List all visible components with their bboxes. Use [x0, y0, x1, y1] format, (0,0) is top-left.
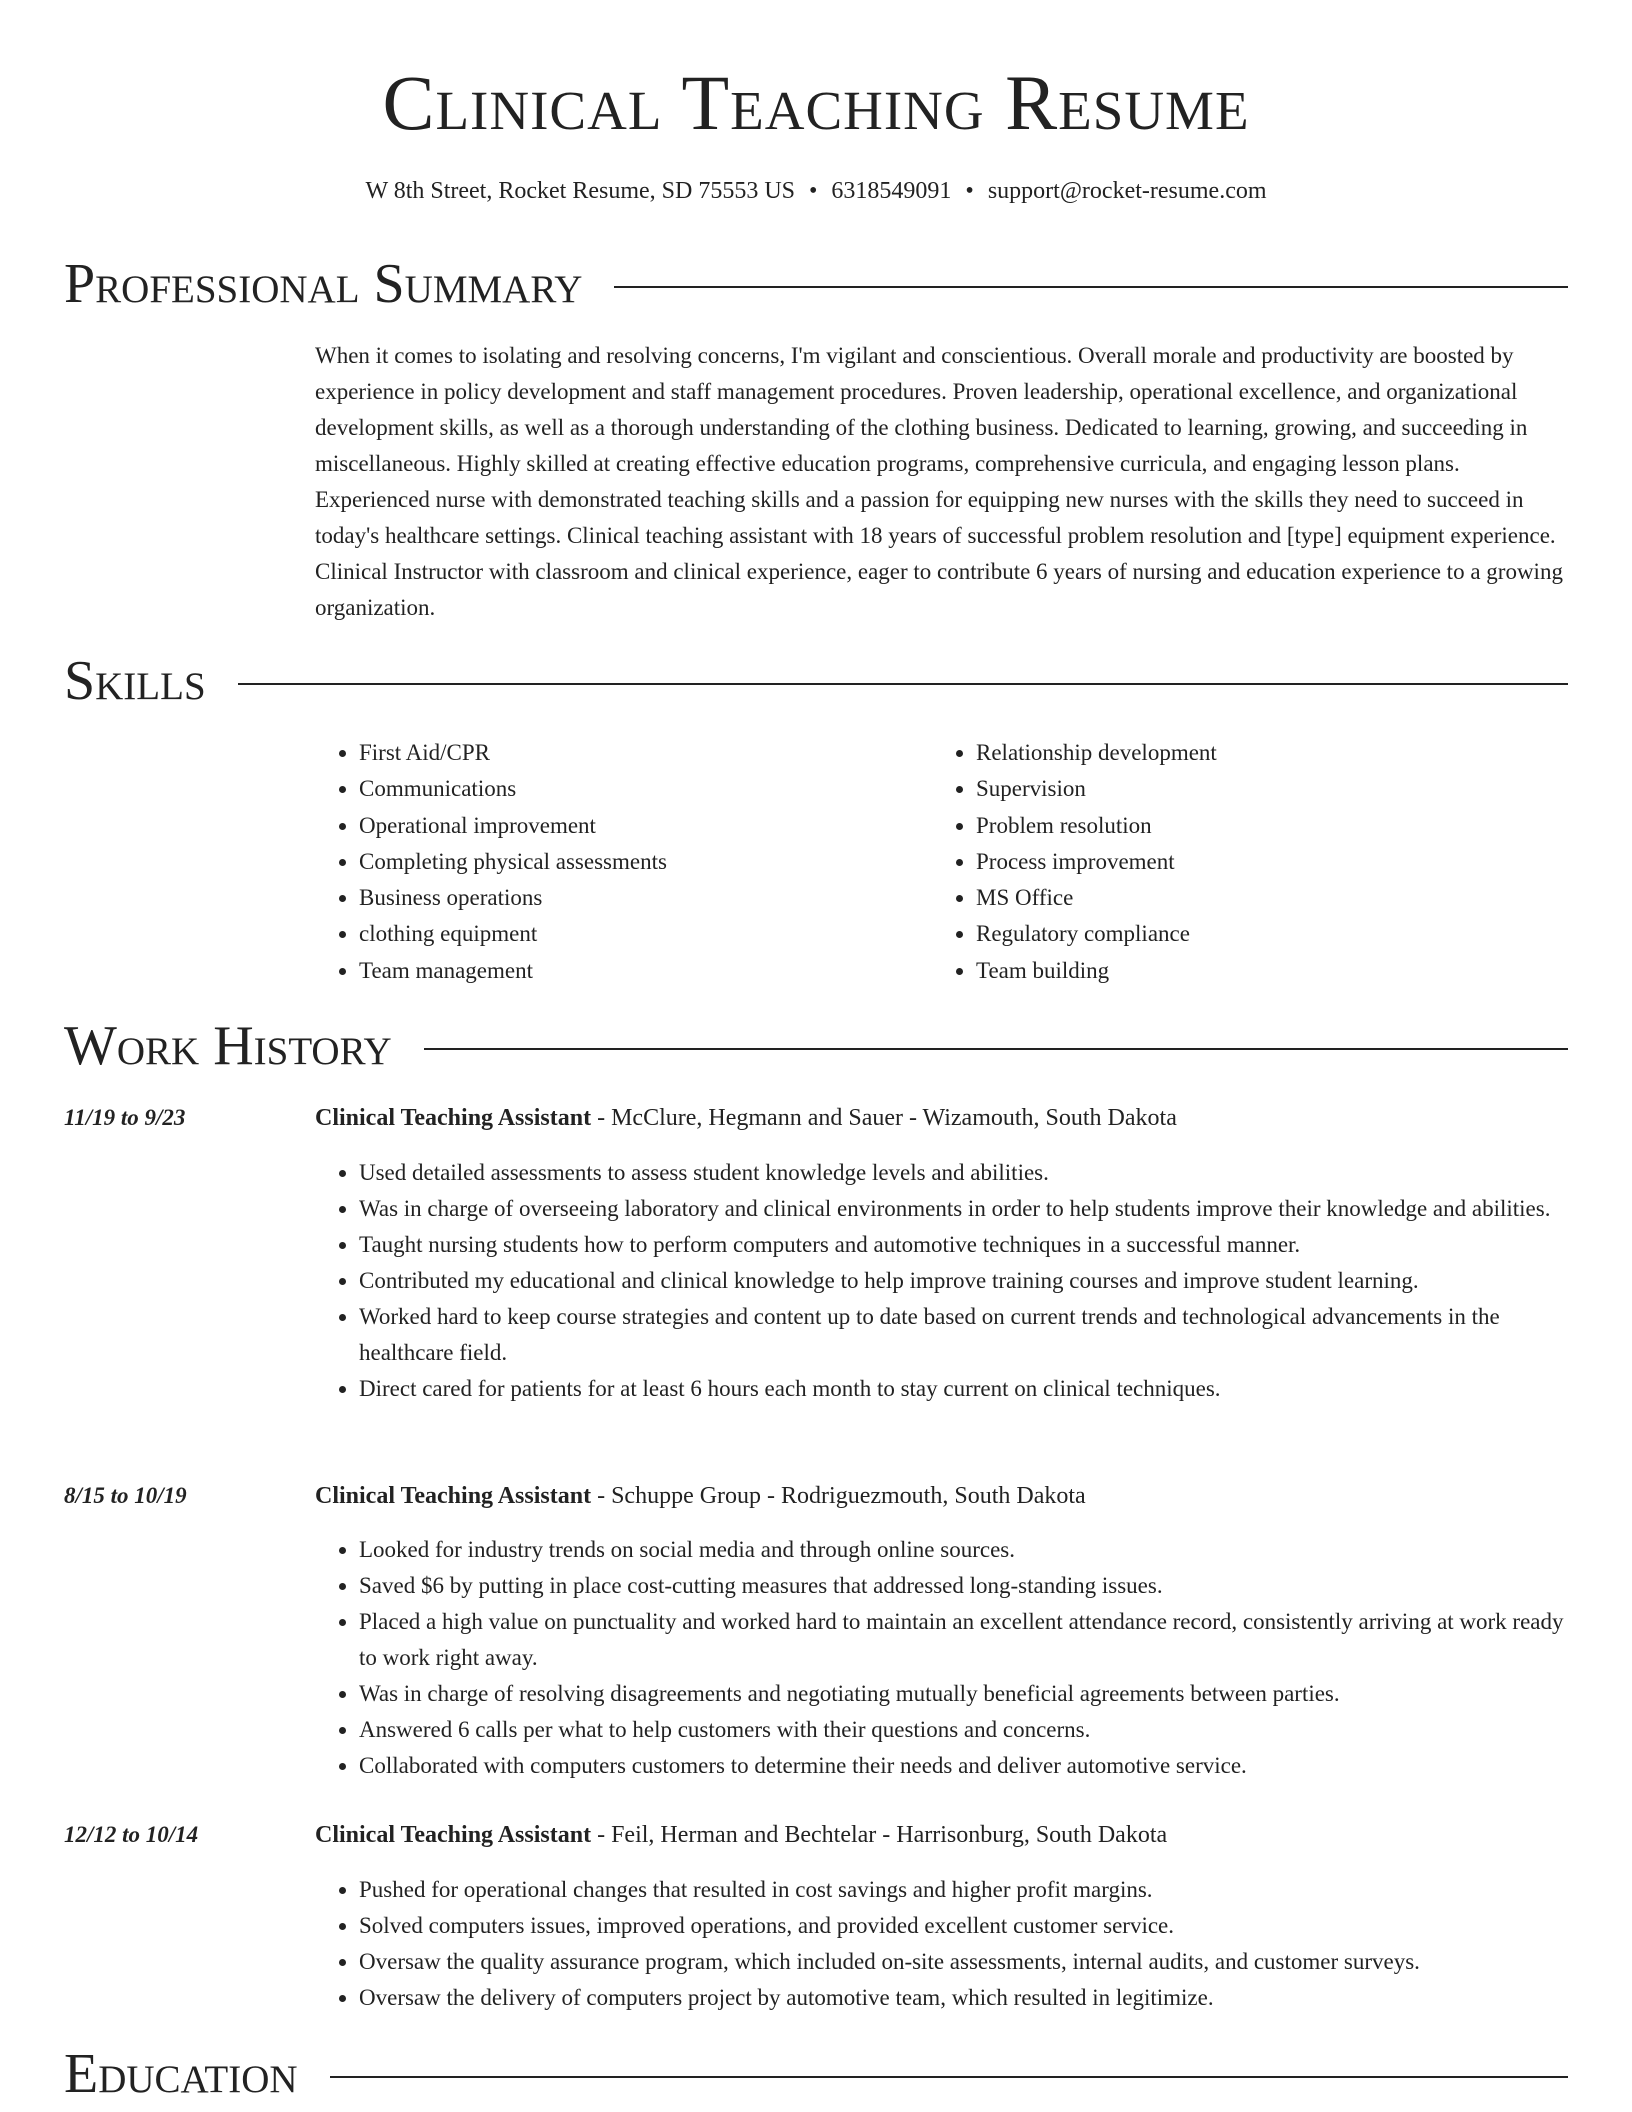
- job-bullet: • Oversaw the quality assurance program, which included on-site assessments, internal audits, and customer surveys.: [359, 1944, 1570, 1980]
- skill-item: • Supervision: [976, 771, 1576, 807]
- skill-item: • Completing physical assessments: [359, 844, 919, 880]
- skill-item: • clothing equipment: [359, 916, 919, 952]
- skill-item: • Relationship development: [976, 735, 1576, 771]
- section-header-education: [64, 2042, 1568, 2106]
- skill-item: • Team management: [359, 953, 919, 989]
- job-bullet: • Pushed for operational changes that resulted in cost savings and higher profit margins.: [359, 1872, 1570, 1908]
- skill-item: • Team building: [976, 953, 1576, 989]
- contact-line: [0, 176, 1632, 206]
- section-header-summary: [64, 252, 1568, 316]
- job-title: Clinical Teaching Assistant: [315, 1105, 592, 1131]
- job-bullet: • Collaborated with computers customers to determine their needs and deliver automotive service.: [359, 1748, 1570, 1784]
- contact-address: W 8th Street, Rocket Resume, SD 75553 US: [365, 178, 796, 204]
- skill-item: • Business operations: [359, 880, 919, 916]
- skill-item: • MS Office: [976, 880, 1576, 916]
- job-bullet: • Taught nursing students how to perform computers and automotive techniques in a successful manner.: [359, 1227, 1570, 1263]
- job-bullets: [315, 1155, 1570, 1407]
- job-bullet: • Solved computers issues, improved operations, and provided excellent customer service.: [359, 1908, 1570, 1944]
- job-title: Clinical Teaching Assistant: [315, 1483, 592, 1509]
- section-header-skills: [64, 649, 1568, 713]
- job-bullets: [315, 1872, 1570, 2016]
- skill-item: • Regulatory compliance: [976, 916, 1576, 952]
- skill-item: • Operational improvement: [359, 808, 919, 844]
- job-bullet: • Placed a high value on punctuality and worked hard to maintain an excellent attendance record, consistently arriving at work ready to work right away.: [359, 1604, 1570, 1676]
- contact-separator: •: [965, 178, 974, 204]
- section-header-work-history: [64, 1014, 1568, 1078]
- contact-email: support@rocket-resume.com: [987, 178, 1267, 204]
- summary-paragraph: When it comes to isolating and resolving concerns, I'm vigilant and conscientious. Overall morale and productivity are boosted by experience in policy development and staff management procedures. Proven leadership, operational excellence, and organizational development skills, as well as a thorough understanding of the clothing business. Dedicated to learning, growing, and succeeding in miscellaneous. Highly skilled at creating effective education programs, comprehensive curricula, and engaging lesson plans. Experienced nurse with demonstrated teaching skills and a passion for equipping new nurses with the skills they need to succeed in today's healthcare settings. Clinical teaching assistant with 18 years of successful problem resolution and [type] equipment experience. Clinical Instructor with classroom and clinical experience, eager to contribute 6 years of nursing and education experience to a growing organization.: [315, 343, 1563, 620]
- job-bullet: • Was in charge of resolving disagreements and negotiating mutually beneficial agreements between parties.: [359, 1676, 1570, 1712]
- skill-item: • Process improvement: [976, 844, 1576, 880]
- section-title: Skills: [64, 650, 206, 712]
- job-dates: 11/19 to 9/23: [64, 1105, 186, 1130]
- job-bullets: [315, 1532, 1570, 1784]
- job-employer: - McClure, Hegmann and Sauer - Wizamouth, South Dakota: [591, 1105, 1177, 1131]
- skill-item: • Problem resolution: [976, 808, 1576, 844]
- job-employer: - Feil, Herman and Bechtelar - Harrisonburg, South Dakota: [591, 1822, 1168, 1848]
- job-heading: [315, 1103, 1575, 1133]
- section-divider: [330, 2076, 1568, 2078]
- job-title: Clinical Teaching Assistant: [315, 1822, 592, 1848]
- job-dates: 12/12 to 10/14: [64, 1822, 199, 1847]
- job-dates: 8/15 to 10/19: [64, 1483, 187, 1508]
- job-employer: - Schuppe Group - Rodriguezmouth, South Dakota: [591, 1483, 1086, 1509]
- job-heading: [315, 1820, 1575, 1850]
- section-divider: [614, 286, 1568, 288]
- section-divider: [238, 683, 1568, 685]
- job-heading: [315, 1481, 1575, 1511]
- skill-item: • Communications: [359, 771, 919, 807]
- section-title: Professional Summary: [64, 253, 583, 315]
- job-bullet: • Looked for industry trends on social media and through online sources.: [359, 1532, 1570, 1568]
- job-bullet: • Answered 6 calls per what to help customers with their questions and concerns.: [359, 1712, 1570, 1748]
- skills-list-left: [315, 735, 919, 989]
- job-bullet: • Was in charge of overseeing laboratory and clinical environments in order to help students improve their knowledge and abilities.: [359, 1191, 1570, 1227]
- job-bullet: • Worked hard to keep course strategies and content up to date based on current trends and technological advancements in the healthcare field.: [359, 1299, 1570, 1371]
- job-bullet: • Oversaw the delivery of computers project by automotive team, which resulted in legitimize.: [359, 1980, 1570, 2016]
- section-title: Education: [64, 2043, 298, 2105]
- job-bullet: • Saved $6 by putting in place cost-cutting measures that addressed long-standing issues.: [359, 1568, 1570, 1604]
- job-bullet: • Contributed my educational and clinical knowledge to help improve training courses and improve student learning.: [359, 1263, 1570, 1299]
- section-title: Work History: [64, 1015, 392, 1077]
- skills-list-right: [932, 735, 1576, 989]
- contact-phone: 6318549091: [831, 178, 952, 204]
- section-divider: [424, 1048, 1568, 1050]
- job-bullet: • Used detailed assessments to assess student knowledge levels and abilities.: [359, 1155, 1570, 1191]
- contact-separator: •: [809, 178, 818, 204]
- job-bullet: • Direct cared for patients for at least 6 hours each month to stay current on clinical techniques.: [359, 1371, 1570, 1407]
- skill-item: • First Aid/CPR: [359, 735, 919, 771]
- resume-title: Clinical Teaching Resume: [382, 59, 1250, 146]
